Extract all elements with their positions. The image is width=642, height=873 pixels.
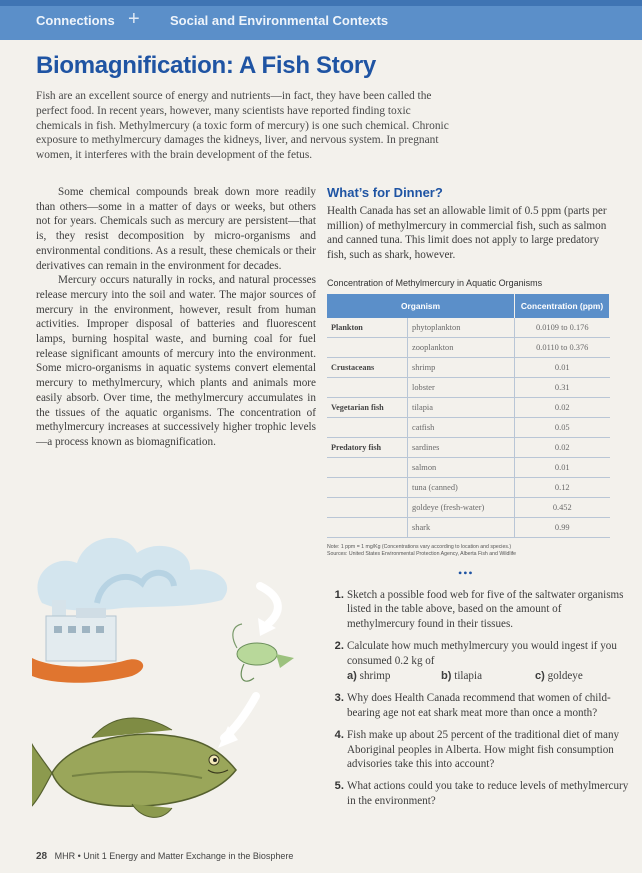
row-organism: shark bbox=[408, 518, 515, 538]
question-4-text: Fish make up about 25 percent of the traditional diet of many Aboriginal peoples in Alberta. How might fish consumption advisories take this into account? bbox=[347, 729, 620, 771]
row-organism: goldeye (fresh-water) bbox=[408, 498, 515, 518]
question-1-text: Sketch a possible food web for five of the saltwater organisms listed in the table above, based on the amount of methylmercury found in their tissues. bbox=[347, 589, 624, 630]
table-row bbox=[327, 438, 610, 458]
row-organism: zooplankton bbox=[408, 338, 515, 358]
row-organism: catfish bbox=[408, 418, 515, 438]
smoke-cloud bbox=[37, 538, 227, 611]
header-strip bbox=[0, 0, 642, 6]
table-note: Note: 1 ppm = 1 mg/Kg (Concentrations vary according to location and species.) bbox=[327, 544, 512, 550]
row-concentration: 0.01 bbox=[515, 358, 610, 378]
dinner-heading: What’s for Dinner? bbox=[327, 185, 443, 200]
row-concentration: 0.0110 to 0.376 bbox=[515, 338, 610, 358]
question-list bbox=[332, 588, 629, 816]
table-title: Concentration of Methylmercury in Aquatic Organisms bbox=[327, 278, 543, 288]
question-3 bbox=[347, 691, 629, 720]
table-notes bbox=[327, 544, 617, 558]
table-row bbox=[327, 378, 610, 398]
bass-fish-icon bbox=[32, 718, 236, 817]
page-footer bbox=[36, 851, 293, 862]
header-concentration: Concentration (ppm) bbox=[515, 294, 610, 318]
intro-paragraph: Fish are an excellent source of energy and nutrients—in fact, they have been called the perfect food. In recent years, however, many scientists have reported finding toxic chemicals in fish. Methylmercury (a toxic form of mercury) is one such chemical. Chronic exposure to methylmercury damages the kidneys, liver, and nervous system. In pregnant women, it interferes with the brain development of the fetus. bbox=[36, 90, 449, 162]
table-row bbox=[327, 338, 610, 358]
row-concentration: 0.02 bbox=[515, 398, 610, 418]
row-concentration: 0.99 bbox=[515, 518, 610, 538]
body-paragraph-2: Mercury occurs naturally in rocks, and natural processes release mercury into the soil and water. The major sources of mercury in the environment, however, result from human activities. Improper disposal of batteries and fluorescent lamps, burning hospital waste, and burning coal for fuel release significant amounts of mercury into the environment. Some micro-organisms in aquatic systems convert elemental mercury to methylmercury, which plants and animals more easily absorb. Over time, the methylmercury accumulates in the tissues of the aquatic organisms. The concentration of methylmercury increases at successively higher trophic levels—a process known as biomagnification. bbox=[36, 274, 316, 448]
body-paragraph-1: Some chemical compounds break down more readily than others—some in a matter of days or weeks, but others not for years. Chemicals such as mercury are persistent—that is, they resist decomposition by micro-organisms and environmental conditions. As a result, these chemicals or their derivatives can remain in the environment for decades. bbox=[36, 186, 316, 272]
row-group bbox=[327, 458, 408, 478]
dinner-box bbox=[327, 185, 609, 262]
row-group bbox=[327, 418, 408, 438]
mercury-spill bbox=[32, 658, 143, 683]
plus-icon: + bbox=[128, 8, 140, 30]
row-group: Predatory fish bbox=[327, 438, 408, 458]
row-organism: phytoplankton bbox=[408, 318, 515, 338]
row-group bbox=[327, 518, 408, 538]
question-5 bbox=[347, 779, 629, 808]
arrow-1 bbox=[260, 586, 278, 624]
page-title: Biomagnification: A Fish Story bbox=[36, 52, 376, 79]
body-text bbox=[36, 185, 316, 450]
row-organism: shrimp bbox=[408, 358, 515, 378]
row-group bbox=[327, 378, 408, 398]
row-organism: lobster bbox=[408, 378, 515, 398]
separator-dots: ••• bbox=[458, 566, 474, 580]
row-concentration: 0.12 bbox=[515, 478, 610, 498]
row-group: Plankton bbox=[327, 318, 408, 338]
question-3-text: Why does Health Canada recommend that women of child-bearing age not eat shark meat more than once a month? bbox=[347, 692, 611, 719]
row-group: Vegetarian fish bbox=[327, 398, 408, 418]
row-concentration: 0.02 bbox=[515, 438, 610, 458]
question-2c: c) goldeye bbox=[535, 670, 583, 683]
row-concentration: 0.452 bbox=[515, 498, 610, 518]
table-row bbox=[327, 418, 610, 438]
header-organism: Organism bbox=[327, 294, 515, 318]
section-label: Connections bbox=[36, 13, 115, 28]
row-group bbox=[327, 338, 408, 358]
row-concentration: 0.01 bbox=[515, 458, 610, 478]
row-group: Crustaceans bbox=[327, 358, 408, 378]
table-row bbox=[327, 398, 610, 418]
footer-text: MHR • Unit 1 Energy and Matter Exchange in the Biosphere bbox=[54, 851, 294, 861]
factory-icon bbox=[46, 600, 116, 661]
row-concentration: 0.05 bbox=[515, 418, 610, 438]
question-2-text: Calculate how much methylmercury you would ingest if you consumed 0.2 kg of bbox=[347, 640, 617, 667]
question-2-parts bbox=[347, 669, 629, 683]
table-row bbox=[327, 458, 610, 478]
section-header bbox=[0, 0, 642, 40]
table-row bbox=[327, 498, 610, 518]
table-sources: Sources: United States Environmental Protection Agency, Alberta Fish and Wildlife bbox=[327, 551, 517, 557]
table-row bbox=[327, 478, 610, 498]
question-2 bbox=[347, 639, 629, 683]
question-5-text: What actions could you take to reduce levels of methylmercury in the environment? bbox=[347, 780, 629, 807]
question-2b: b) tilapia bbox=[441, 670, 482, 683]
row-concentration: 0.0109 to 0.176 bbox=[515, 318, 610, 338]
page-number: 28 bbox=[36, 851, 48, 862]
methylmercury-table bbox=[327, 294, 610, 538]
row-group bbox=[327, 498, 408, 518]
question-4 bbox=[347, 728, 629, 771]
topic-label: Social and Environmental Contexts bbox=[170, 13, 389, 28]
table-row bbox=[327, 518, 610, 538]
row-organism: tilapia bbox=[408, 398, 515, 418]
row-group bbox=[327, 478, 408, 498]
table-row bbox=[327, 358, 610, 378]
row-organism: salmon bbox=[408, 458, 515, 478]
question-2a: a) shrimp bbox=[347, 670, 391, 683]
dinner-text: Health Canada has set an allowable limit of 0.5 ppm (parts per million) of methylmercury in commercial fish, such as salmon and canned tuna. This limit does not apply to large predatory fish, such as shark, however. bbox=[327, 205, 607, 261]
row-organism: tuna (canned) bbox=[408, 478, 515, 498]
table-row bbox=[327, 318, 610, 338]
row-organism: sardines bbox=[408, 438, 515, 458]
row-concentration: 0.31 bbox=[515, 378, 610, 398]
food-chain-illustration bbox=[32, 508, 322, 848]
question-1 bbox=[347, 588, 629, 631]
